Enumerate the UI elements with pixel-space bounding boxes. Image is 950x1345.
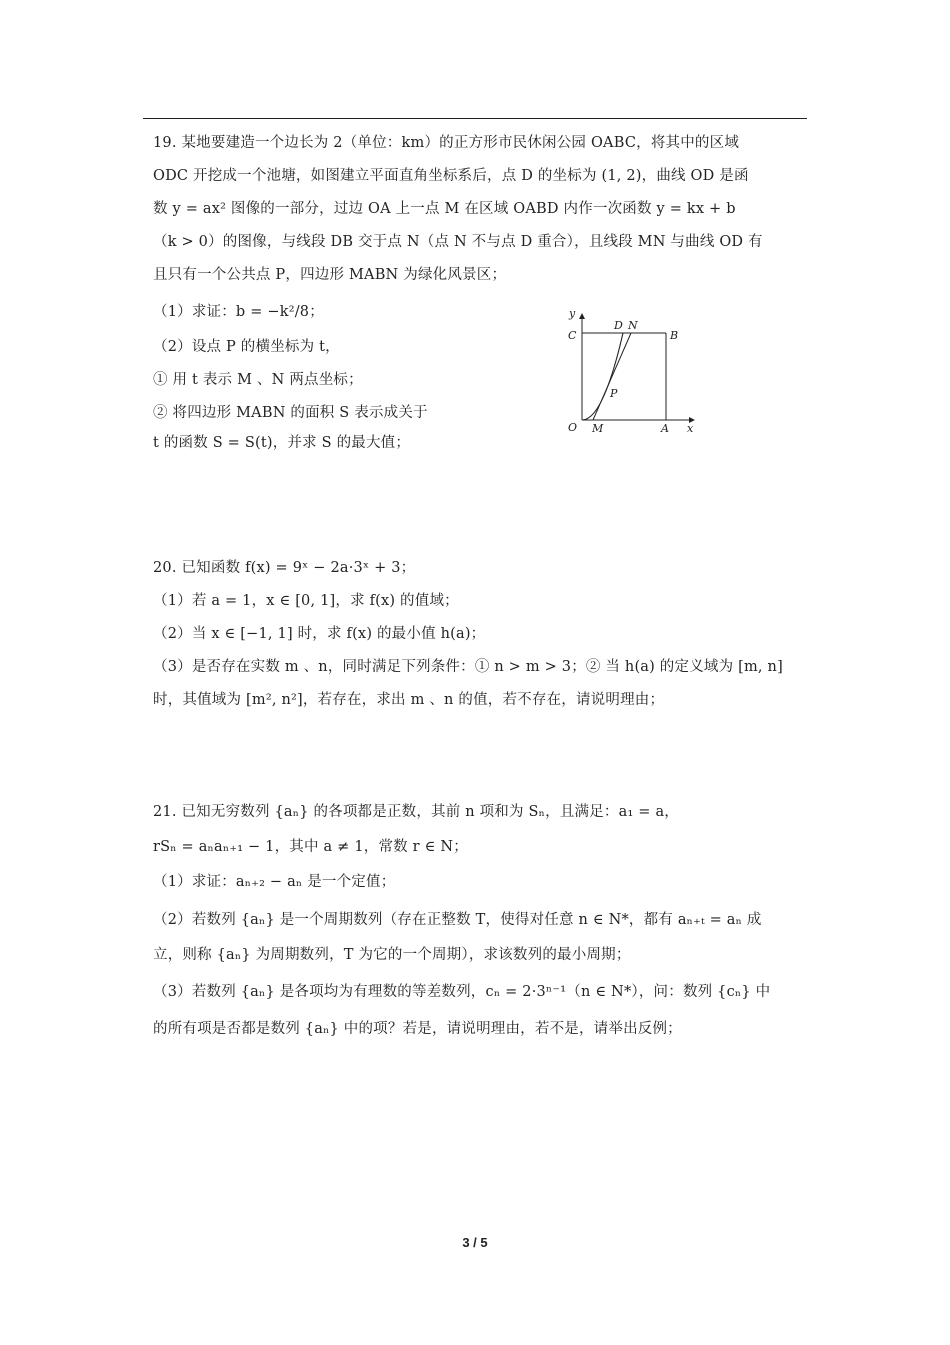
q21-part-1: （1）求证：aₙ₊₂ − aₙ 是一个定值； [153, 874, 396, 890]
q21-part-2-b: 立，则称 {aₙ} 为周期数列，T 为它的一个周期），求该数列的最小周期； [153, 947, 631, 963]
label-N: N [628, 319, 638, 332]
q19-line-2: ODC 开挖成一个池塘，如图建立平面直角坐标系后，点 D 的坐标为 (1, 2)，曲线 OD 是函 [153, 168, 749, 184]
q21-line-2: rSₙ = aₙaₙ₊₁ − 1，其中 a ≠ 1，常数 r ∈ N； [153, 839, 468, 855]
q19-part-2: （2）设点 P 的横坐标为 t， [153, 339, 340, 355]
page-number: 3 / 5 [462, 1235, 488, 1250]
q21-part-3-b: 的所有项是否都是数列 {aₙ} 中的项？若是，请说明理由，若不是，请举出反例； [153, 1021, 682, 1037]
q19-part-2-ii-a: ② 将四边形 MABN 的面积 S 表示成关于 [153, 405, 428, 421]
q19-line-1: 19. 某地要建造一个边长为 2（单位：km）的正方形市民休闲公园 OABC，将其中的区域 [153, 135, 740, 151]
label-D: D [614, 319, 623, 332]
q20-line-1: 20. 已知函数 f(x) = 9ˣ − 2a·3ˣ + 3； [153, 560, 416, 576]
label-B: B [670, 329, 679, 342]
q19-part-1: （1）求证：b = −k²/8； [153, 304, 324, 320]
q20-part-3-b: 时，其值域为 [m², n²]，若存在，求出 m 、n 的值，若不存在，请说明理由； [153, 692, 665, 708]
q21-part-3-a: （3）若数列 {aₙ} 是各项均为有理数的等差数列，cₙ = 2·3ⁿ⁻¹（n ∈ N*），问：数列 {cₙ} 中 [153, 984, 771, 1000]
q20-part-2: （2）当 x ∈ [−1, 1] 时，求 f(x) 的最小值 h(a)； [153, 626, 486, 642]
label-C: C [568, 329, 577, 342]
q21-line-1: 21. 已知无穷数列 {aₙ} 的各项都是正数，其前 n 项和为 Sₙ，且满足：a₁ = a， [153, 804, 679, 820]
label-x: x [687, 422, 694, 435]
label-O: O [568, 421, 578, 434]
q19-figure [555, 305, 705, 440]
coordinate-diagram [555, 305, 705, 440]
q19-line-3: 数 y = ax² 图像的一部分，过边 OA 上一点 M 在区域 OABD 内作一次函数 y = kx + b [153, 201, 736, 217]
header-rule [143, 118, 807, 119]
q20-part-1: （1）若 a = 1，x ∈ [0, 1]，求 f(x) 的值域； [153, 593, 459, 609]
q19-part-2-i: ① 用 t 表示 M 、N 两点坐标； [153, 372, 363, 388]
q21-part-2-a: （2）若数列 {aₙ} 是一个周期数列（存在正整数 T，使得对任意 n ∈ N*，都有 aₙ₊ₜ = aₙ 成 [153, 912, 762, 928]
label-y: y [569, 307, 576, 320]
label-M: M [592, 422, 604, 435]
q19-line-4: （k > 0）的图像，与线段 DB 交于点 N（点 N 不与点 D 重合），且线段 MN 与曲线 OD 有 [153, 234, 763, 250]
q19-part-2-ii-b: t 的函数 S = S(t)，并求 S 的最大值； [153, 435, 411, 451]
q19-line-5: 且只有一个公共点 P，四边形 MABN 为绿化风景区； [153, 267, 507, 283]
q20-part-3-a: （3）是否存在实数 m 、n，同时满足下列条件：① n > m > 3；② 当 h(a) 的定义域为 [m, n] [153, 659, 783, 675]
label-P: P [610, 387, 618, 400]
label-A: A [661, 422, 669, 435]
